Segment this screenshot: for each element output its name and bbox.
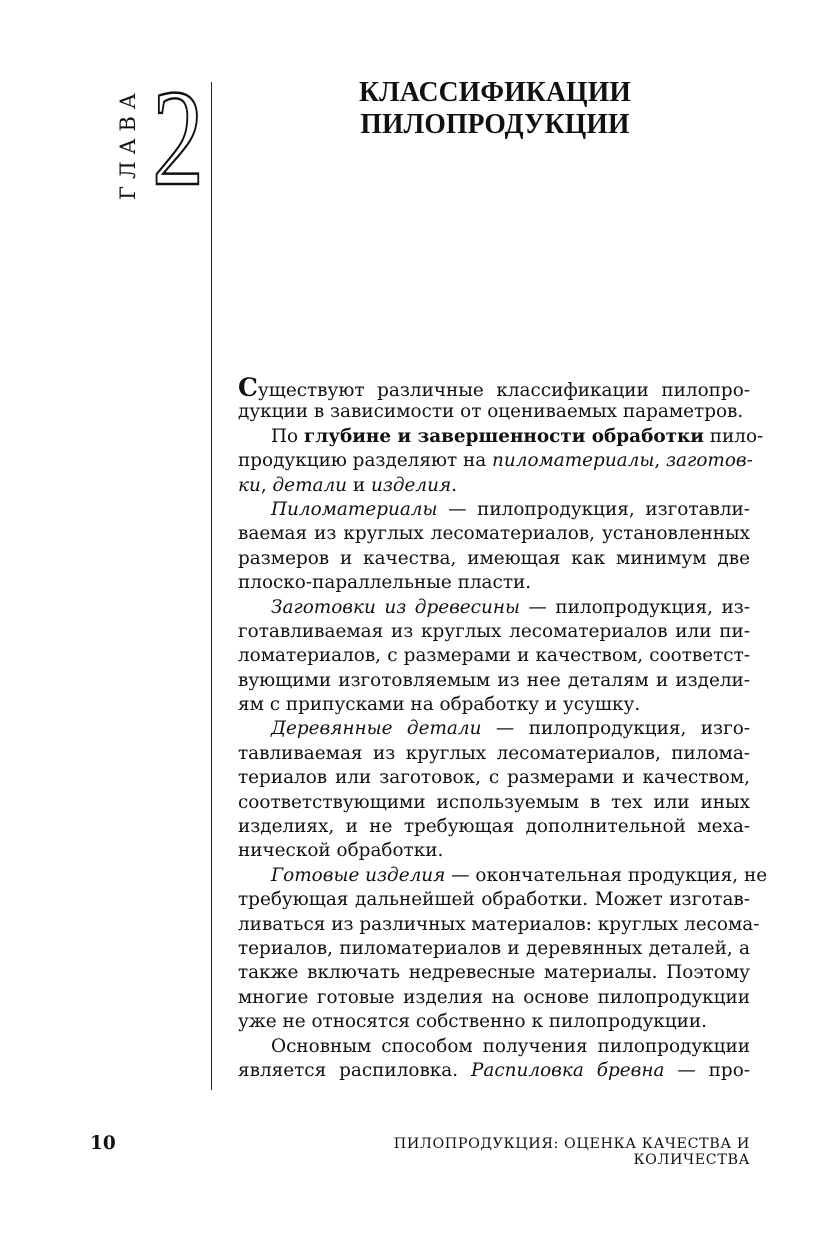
paragraph-1-line-2: дукции в зависимости от оцениваемых параметров.	[238, 401, 744, 423]
paragraph-5-line-3: териалов или заготовок, с размерами и качеством,	[238, 767, 750, 789]
paragraph-7-line-2: является распиловка. Распиловка бревна — про-	[238, 1059, 750, 1081]
body-text	[238, 373, 768, 1083]
chapter-label-text: ГЛАВА	[116, 86, 141, 200]
paragraph-4-line-1: Заготовки из древесины — пилопродукция, из-	[271, 596, 750, 618]
paragraph-2-line-1: По глубине и завершенности обработки пило-	[271, 425, 764, 447]
page-number: 10	[90, 1133, 116, 1154]
paragraph-4-line-2: готавливаемая из круглых лесоматериалов или пи-	[238, 620, 750, 642]
paragraph-4-line-5: ям с припусками на обработку и усушку.	[238, 694, 641, 716]
paragraph-3-line-2: ваемая из круглых лесоматериалов, установленных	[238, 523, 750, 545]
paragraph-6-line-2: требующая дальнейшей обработки. Может изготав-	[238, 889, 750, 911]
paragraph-5-line-2: тавливаемая из круглых лесоматериалов, пиломa-	[238, 742, 750, 764]
paragraph-5-line-6: нической обработки.	[238, 840, 444, 862]
paragraph-4-line-3: ломатериалов, с размерами и качеством, соответст-	[238, 645, 750, 667]
chapter-title	[338, 76, 652, 140]
chapter-number-glyph: 2	[152, 61, 204, 214]
paragraph-3-line-3: размеров и качества, имеющая как минимум две	[238, 547, 750, 569]
paragraph-6-line-3: ливаться из различных материалов: круглых лесома-	[238, 913, 760, 935]
chapter-number	[148, 61, 208, 214]
chapter-label	[108, 88, 148, 198]
paragraph-1-line-1: Существуют различные классификации пилопро-	[238, 373, 750, 402]
paragraph-3-line-4: плоско-параллельные пласти.	[238, 572, 532, 594]
drop-cap: С	[238, 373, 258, 402]
paragraph-6-line-1: Готовые изделия — окончательная продукция, не	[271, 864, 768, 886]
paragraph-3-line-1: Пиломатериалы — пилопродукция, изготавли-	[271, 498, 750, 520]
vertical-rule	[211, 82, 212, 1090]
paragraph-7-line-1: Основным способом получения пилопродукции	[271, 1035, 750, 1057]
paragraph-2-line-2: продукцию разделяют на пиломатериалы, заготов-	[238, 450, 753, 472]
paragraph-2-line-3: ки, детали и изделия.	[238, 474, 457, 496]
running-title: ПИЛОПРОДУКЦИЯ: ОЦЕНКА КАЧЕСТВА И КОЛИЧЕСТВА	[393, 1136, 750, 1168]
paragraph-6-line-7: уже не относятся собственно к пилопродукции.	[238, 1011, 707, 1033]
paragraph-6-line-4: териалов, пиломатериалов и деревянных деталей, а	[238, 937, 750, 959]
paragraph-6-line-5: также включать недревесные материалы. Поэтому	[238, 962, 750, 984]
chapter-title-line-2: ПИЛОПРОДУКЦИИ	[360, 108, 630, 140]
paragraph-6-line-6: многие готовые изделия на основе пилопродукции	[238, 986, 750, 1008]
paragraph-5-line-4: соответствующими используемым в тех или иных	[238, 791, 750, 813]
paragraph-5-line-1: Деревянные детали — пилопродукция, изго-	[271, 718, 750, 740]
chapter-title-line-1: КЛАССИФИКАЦИИ	[359, 76, 631, 108]
paragraph-5-line-5: изделиях, и не требующая дополнительной меха-	[238, 816, 750, 838]
paragraph-4-line-4: вующими изготовляемым из нее деталям и издели-	[238, 669, 750, 691]
